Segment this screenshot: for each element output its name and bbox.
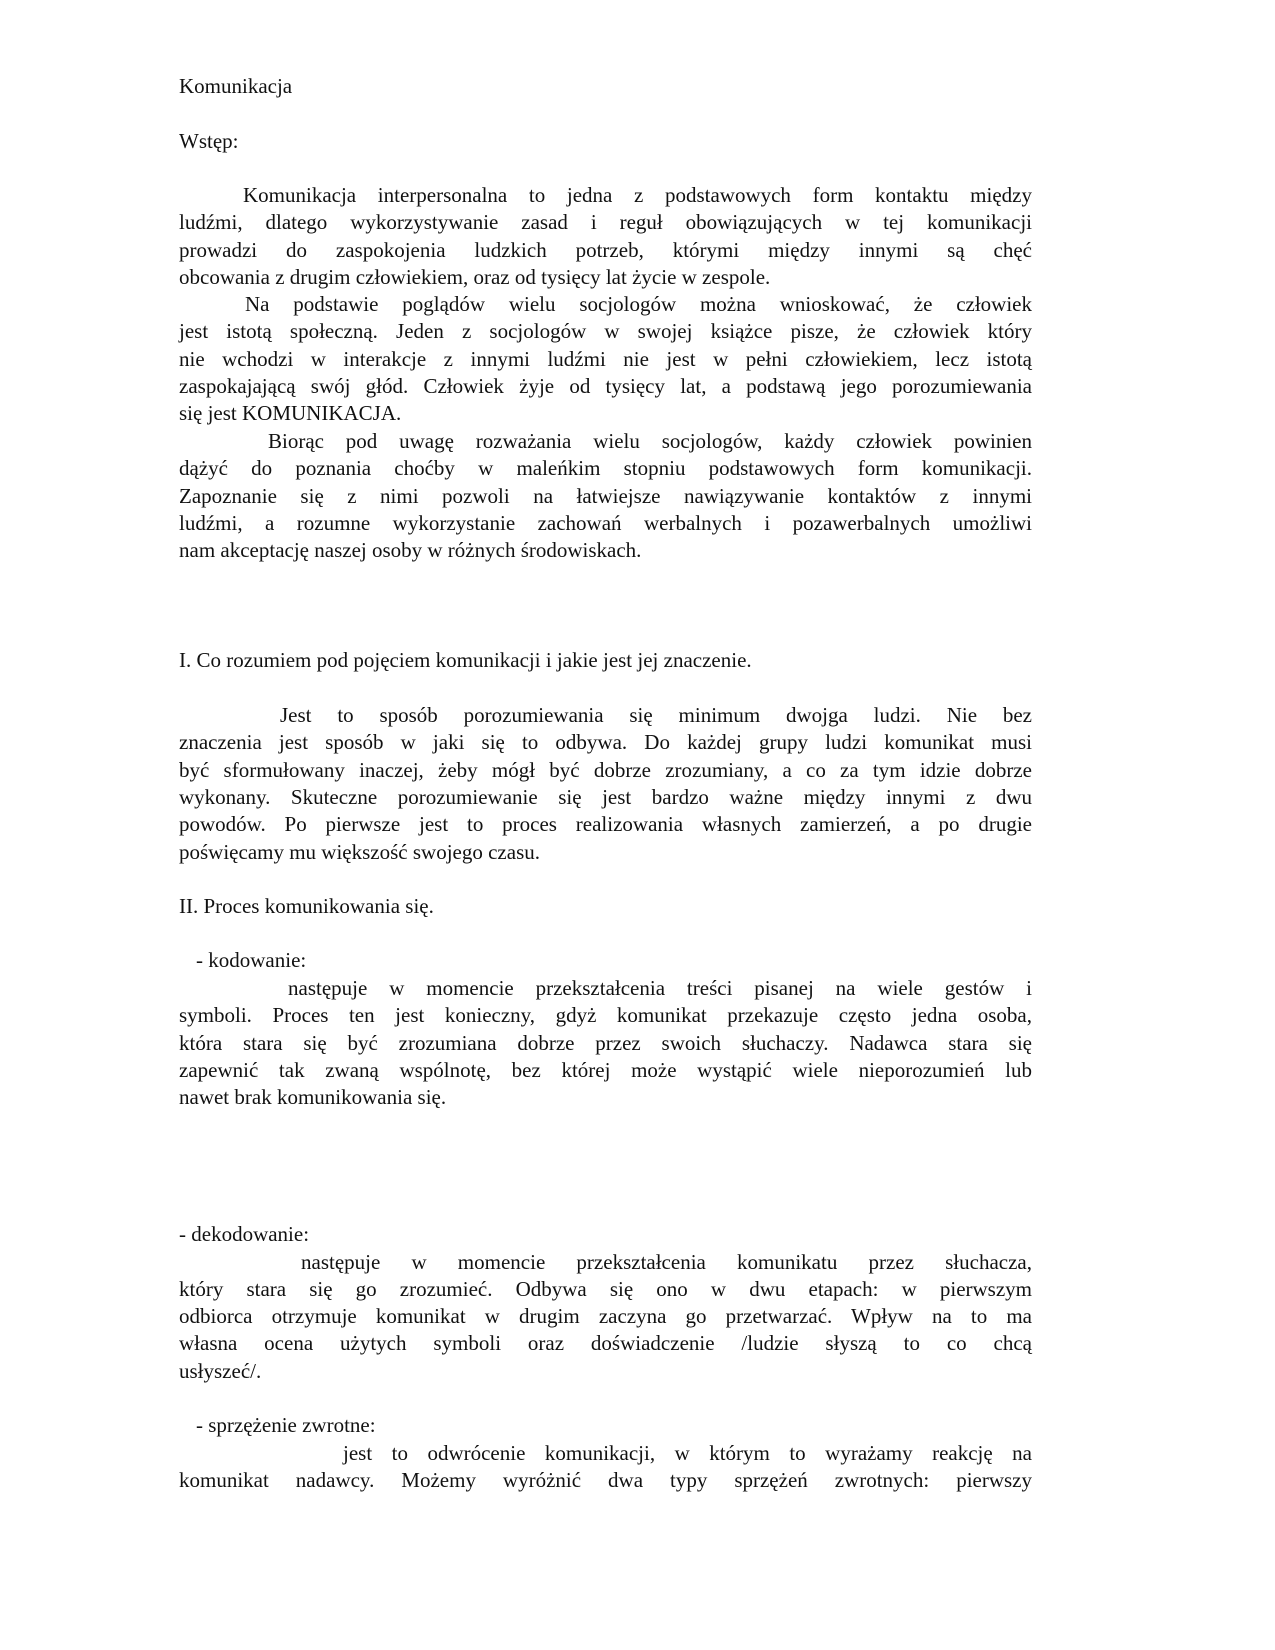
text-line: ludźmi, a rozumne wykorzystanie zachowań werbalnych i pozawerbalnych umożliwi (179, 511, 1032, 535)
text-line: która stara się być zrozumiana dobrze przez swoich słuchaczy. Nadawca stara się (179, 1031, 1032, 1055)
document-title: Komunikacja (179, 74, 293, 98)
text-line: ludźmi, dlatego wykorzystywanie zasad i reguł obowiązujących w tej komunikacji (179, 210, 1032, 234)
text-line: Biorąc pod uwagę rozważania wielu socjologów, każdy człowiek powinien (268, 429, 1032, 453)
text-line: poświęcamy mu większość swojego czasu. (179, 840, 540, 864)
text-line: - sprzężenie zwrotne: (196, 1413, 376, 1437)
text-line: następuje w momencie przekształcenia komunikatu przez słuchacza, (301, 1250, 1032, 1274)
text-line: obcowania z drugim człowiekiem, oraz od tysięcy lat życie w zespole. (179, 265, 771, 289)
text-line: Komunikacja interpersonalna to jedna z podstawowych form kontaktu między (243, 183, 1032, 207)
text-line: być sformułowany inaczej, żeby mógł być dobrze zrozumiany, a co za tym idzie dobrze (179, 758, 1032, 782)
text-line: komunikat nadawcy. Możemy wyróżnić dwa typy sprzężeń zwrotnych: pierwszy (179, 1468, 1032, 1492)
text-line: własna ocena użytych symboli oraz doświadczenie /ludzie słyszą to co chcą (179, 1331, 1032, 1355)
text-line: symboli. Proces ten jest konieczny, gdyż komunikat przekazuje często jedna osoba, (179, 1003, 1032, 1027)
text-line: I. Co rozumiem pod pojęciem komunikacji i jakie jest jej znaczenie. (179, 648, 752, 672)
text-line: usłyszeć/. (179, 1359, 262, 1383)
text-line: Zapoznanie się z nimi pozwoli na łatwiejsze nawiązywanie kontaktów z innymi (179, 484, 1032, 508)
text-line: Jest to sposób porozumiewania się minimum dwojga ludzi. Nie bez (280, 703, 1032, 727)
text-line: nam akceptację naszej osoby w różnych środowiskach. (179, 538, 642, 562)
text-line: Na podstawie poglądów wielu socjologów można wnioskować, że człowiek (245, 292, 1032, 316)
text-line: odbiorca otrzymuje komunikat w drugim zaczyna go przetwarzać. Wpływ na to ma (179, 1304, 1032, 1328)
text-line: który stara się go zrozumieć. Odbywa się ono w dwu etapach: w pierwszym (179, 1277, 1032, 1301)
text-line: następuje w momencie przekształcenia treści pisanej na wiele gestów i (288, 976, 1032, 1000)
text-line: zaspokajającą swój głód. Człowiek żyje od tysięcy lat, a podstawą jego porozumiewania (179, 374, 1032, 398)
text-line: jest to odwrócenie komunikacji, w którym to wyrażamy reakcję na (343, 1441, 1032, 1465)
text-line: nawet brak komunikowania się. (179, 1085, 447, 1109)
text-line: się jest KOMUNIKACJA. (179, 401, 402, 425)
intro-heading: Wstęp: (179, 129, 239, 153)
text-line: dążyć do poznania choćby w maleńkim stopniu podstawowych form komunikacji. (179, 456, 1032, 480)
text-line: - kodowanie: (196, 948, 307, 972)
text-line: nie wchodzi w interakcje z innymi ludźmi nie jest w pełni człowiekiem, lecz istotą (179, 347, 1032, 371)
text-line: II. Proces komunikowania się. (179, 894, 434, 918)
text-line: prowadzi do zaspokojenia ludzkich potrzeb, którymi między innymi są chęć (179, 238, 1032, 262)
text-line: - dekodowanie: (179, 1222, 310, 1246)
text-line: znaczenia jest sposób w jaki się to odbywa. Do każdej grupy ludzi komunikat musi (179, 730, 1032, 754)
text-line: wykonany. Skuteczne porozumiewanie się jest bardzo ważne między innymi z dwu (179, 785, 1032, 809)
text-line: jest istotą społeczną. Jeden z socjologów w swojej książce pisze, że człowiek który (179, 319, 1032, 343)
text-line: zapewnić tak zwaną wspólnotę, bez której może wystąpić wiele nieporozumień lub (179, 1058, 1032, 1082)
text-line: powodów. Po pierwsze jest to proces realizowania własnych zamierzeń, a po drugie (179, 812, 1032, 836)
